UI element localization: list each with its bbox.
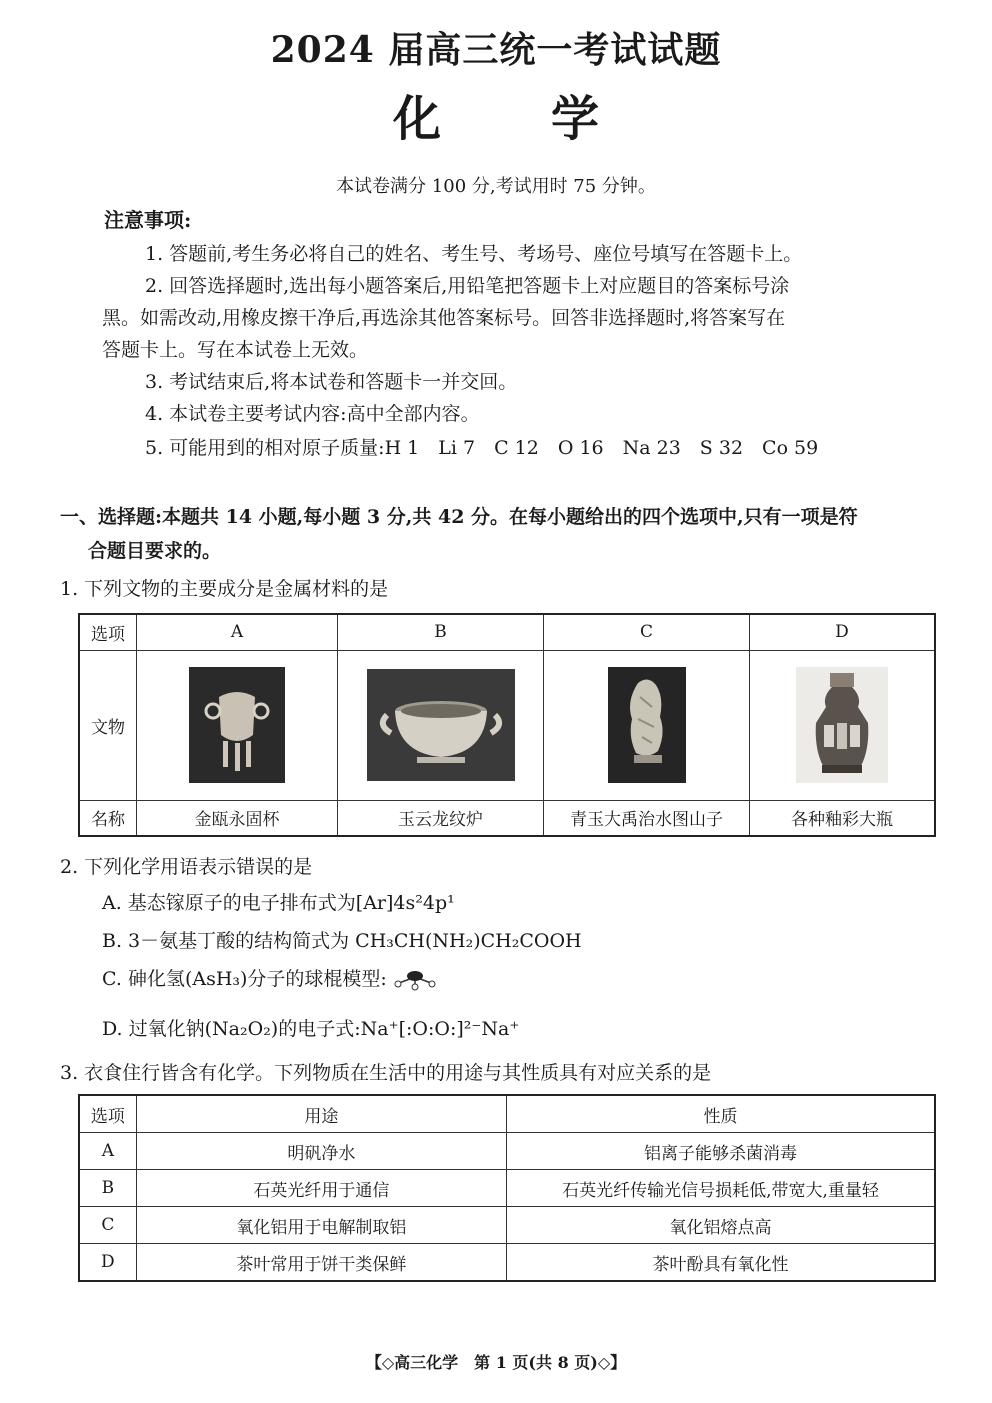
q3-row-B-use: 石英光纤用于通信: [136, 1170, 506, 1207]
artifact-D-cell: [750, 650, 936, 800]
q3-row-D-option: D: [79, 1244, 136, 1282]
question-2-option-C-text: C. 砷化氢(AsH₃)分子的球棍模型:: [102, 968, 387, 990]
q3-row-B-option: B: [79, 1170, 136, 1207]
gold-cup-icon: [189, 667, 285, 783]
row-header-option: 选项: [79, 614, 137, 650]
q3-row-A-use: 明矾净水: [136, 1133, 506, 1170]
notice-item-2-cont: 黑。如需改动,用橡皮擦干净后,再选涂其他答案标号。回答非选择题时,将答案写在: [102, 307, 786, 329]
option-C-label: C: [544, 614, 750, 650]
artifact-B-cell: [338, 650, 544, 800]
glazed-vase-icon: [796, 667, 888, 783]
section-heading: [60, 500, 940, 568]
artifact-C-image: [608, 667, 686, 783]
page-footer: 【◇高三化学 第 1 页(共 8 页)◇】: [365, 1353, 627, 1372]
q3-row-D-use: 茶叶常用于饼干类保鲜: [136, 1244, 506, 1282]
question-2-option-B: B. 3－氨基丁酸的结构简式为 CH₃CH(NH₂)CH₂COOH: [102, 930, 582, 952]
table-row: [79, 1133, 935, 1170]
question-2-option-D: D. 过氧化钠(Na₂O₂)的电子式:Na⁺[:O:O:]²⁻Na⁺: [102, 1018, 520, 1040]
q3-row-C-option: C: [79, 1207, 136, 1244]
artifact-A-cell: [137, 650, 338, 800]
question-3-stem: 3. 衣食住行皆含有化学。下列物质在生活中的用途与其性质具有对应关系的是: [60, 1062, 712, 1084]
q3-header-use: 用途: [136, 1095, 506, 1133]
row-header-name: 名称: [79, 800, 137, 836]
notice-item-3: 3. 考试结束后,将本试卷和答题卡一并交回。: [145, 371, 518, 393]
option-A-label: A: [137, 614, 338, 650]
section-heading-line2: 合题目要求的。: [88, 540, 222, 562]
artifact-D-name: 各种釉彩大瓶: [750, 800, 936, 836]
q3-row-C-property: 氧化铝熔点高: [507, 1207, 935, 1244]
table-row: [79, 1244, 935, 1282]
artifact-C-cell: [544, 650, 750, 800]
question-2-option-A: A. 基态镓原子的电子排布式为[Ar]4s²4p¹: [102, 892, 455, 914]
q3-row-B-property: 石英光纤传输光信号损耗低,带宽大,重量轻: [507, 1170, 935, 1207]
notice-item-1: 1. 答题前,考生务必将自己的姓名、考生号、考场号、座位号填写在答题卡上。: [145, 243, 803, 265]
section-heading-line1: 一、选择题:本题共 14 小题,每小题 3 分,共 42 分。在每小题给出的四个选项中,只有一项是符: [60, 506, 858, 528]
notice-item-5: 5. 可能用到的相对原子质量:H 1 Li 7 C 12 O 16 Na 23 S 32 Co 59: [145, 437, 819, 459]
artifact-A-image: [189, 667, 285, 783]
exam-intro: 本试卷满分 100 分,考试用时 75 分钟。: [336, 176, 656, 197]
question-1-stem: 1. 下列文物的主要成分是金属材料的是: [60, 578, 389, 600]
question-2-stem: 2. 下列化学用语表示错误的是: [60, 856, 313, 878]
option-B-label: B: [338, 614, 544, 650]
artifact-D-image: [796, 667, 888, 783]
q3-row-A-option: A: [79, 1133, 136, 1170]
jade-censer-icon: [367, 669, 515, 781]
artifact-B-image: [367, 669, 515, 781]
q3-row-D-property: 茶叶酚具有氧化性: [507, 1244, 935, 1282]
question-3-table: [78, 1094, 936, 1282]
artifact-B-name: 玉云龙纹炉: [338, 800, 544, 836]
notice-item-4: 4. 本试卷主要考试内容:高中全部内容。: [145, 403, 480, 425]
subject-title: 化学: [392, 91, 709, 147]
jade-mountain-icon: [608, 667, 686, 783]
table-row: [79, 1170, 935, 1207]
q3-row-C-use: 氧化铝用于电解制取铝: [136, 1207, 506, 1244]
ball-stick-model-icon: [393, 969, 437, 991]
option-D-label: D: [750, 614, 936, 650]
question-2-option-C: [102, 964, 437, 991]
question-1-table: [78, 613, 936, 837]
notice-heading: 注意事项:: [104, 208, 192, 232]
q3-header-option: 选项: [79, 1095, 136, 1133]
artifact-C-name: 青玉大禹治水图山子: [544, 800, 750, 836]
notice-item-2-end: 答题卡上。写在本试卷上无效。: [102, 339, 369, 361]
table-row: [79, 1207, 935, 1244]
row-header-artifact: 文物: [79, 650, 137, 800]
q3-row-A-property: 铝离子能够杀菌消毒: [507, 1133, 935, 1170]
artifact-A-name: 金瓯永固杯: [137, 800, 338, 836]
notice-item-2: 2. 回答选择题时,选出每小题答案后,用铅笔把答题卡上对应题目的答案标号涂: [145, 275, 790, 297]
q3-header-property: 性质: [507, 1095, 935, 1133]
exam-title: 2024 届高三统一考试试题: [270, 29, 722, 71]
